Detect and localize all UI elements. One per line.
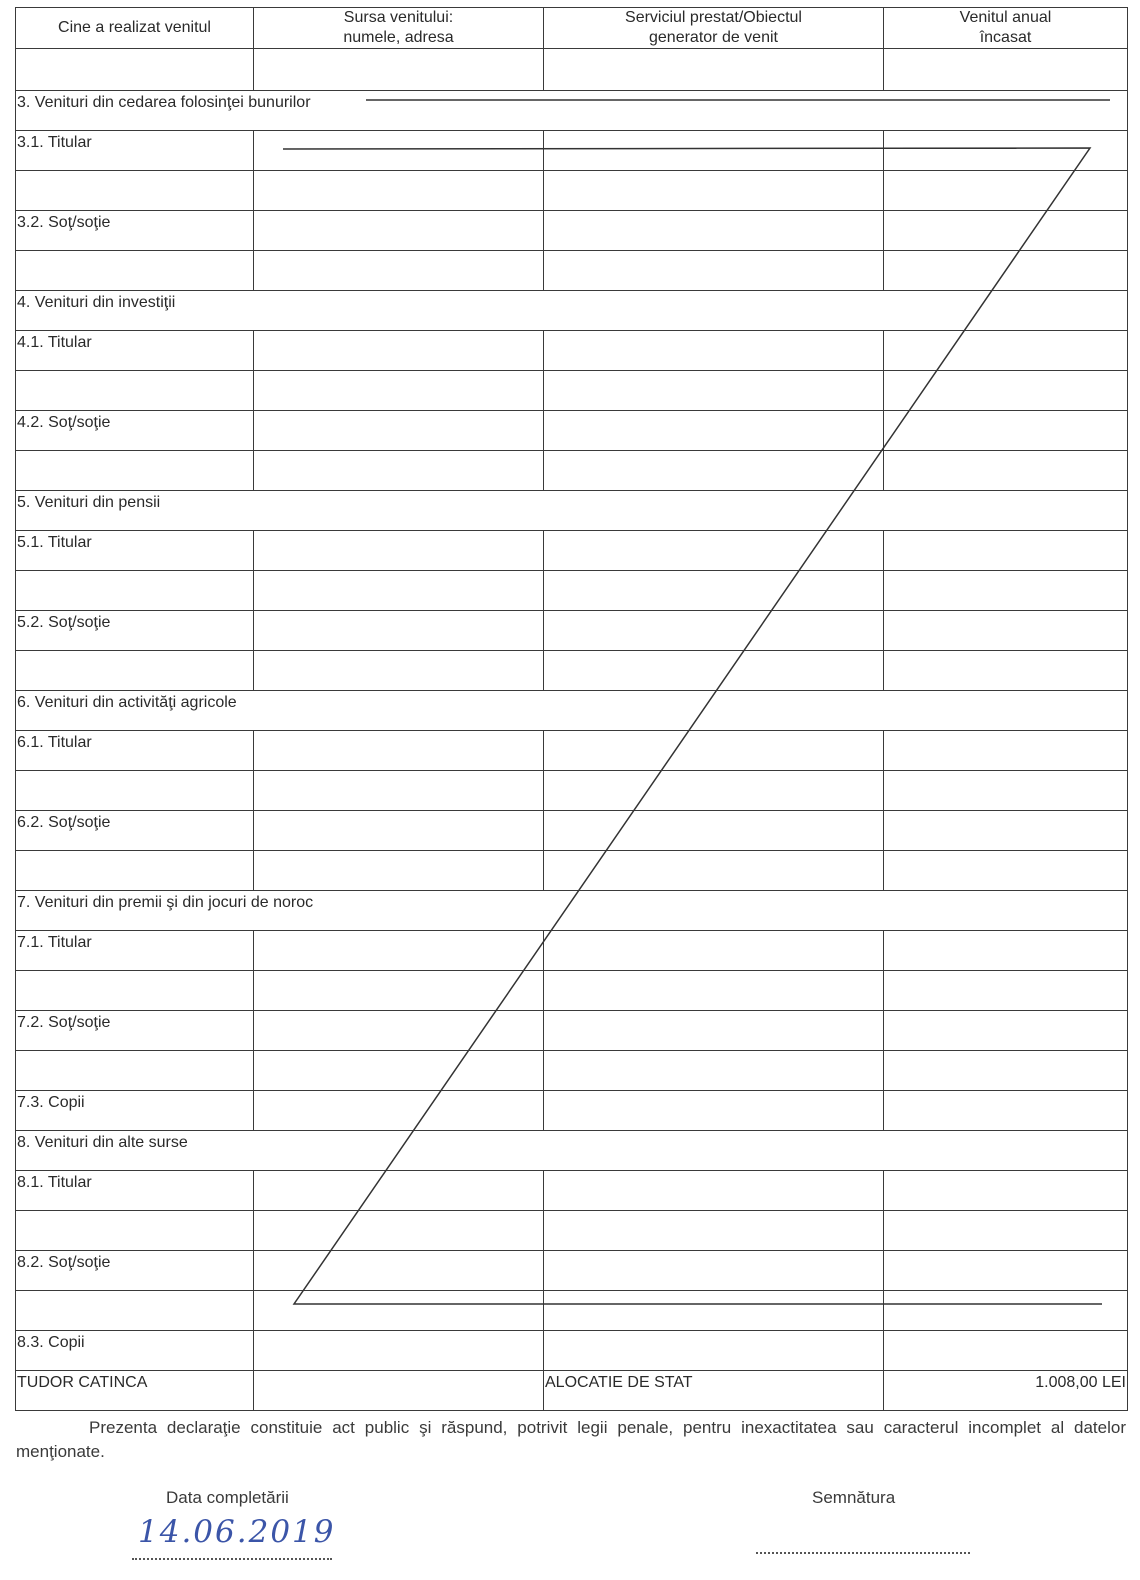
table-cell <box>254 731 544 771</box>
blank-row <box>16 1291 1128 1331</box>
blank-row <box>16 1051 1128 1091</box>
table-cell <box>16 971 254 1011</box>
table-cell <box>544 971 884 1011</box>
row-label: 7.3. Copii <box>16 1091 254 1131</box>
date-label: Data completării <box>166 1488 289 1507</box>
table-cell <box>884 331 1128 371</box>
table-cell <box>884 371 1128 411</box>
table-cell <box>884 411 1128 451</box>
category-row <box>16 1011 1128 1051</box>
row-label: 5.2. Soţ/soţie <box>16 611 254 651</box>
entry-source <box>254 1371 544 1411</box>
row-label: 4.2. Soţ/soţie <box>16 411 254 451</box>
table-cell <box>884 811 1128 851</box>
table-cell <box>544 131 884 171</box>
table-cell <box>884 1331 1128 1371</box>
income-entry-row <box>16 1371 1128 1411</box>
table-cell <box>16 771 254 811</box>
table-cell <box>16 571 254 611</box>
table-cell <box>544 451 884 491</box>
header-service: Serviciul prestat/Obiectul generator de venit <box>544 8 884 49</box>
table-cell <box>884 251 1128 291</box>
blank-row <box>16 1211 1128 1251</box>
row-label: 7.1. Titular <box>16 931 254 971</box>
table-cell <box>884 1291 1128 1331</box>
table-cell <box>254 811 544 851</box>
table-cell <box>544 1171 884 1211</box>
table-cell <box>884 771 1128 811</box>
table-cell <box>544 211 884 251</box>
income-table <box>15 7 1128 1411</box>
table-cell <box>884 651 1128 691</box>
table-cell <box>254 49 544 91</box>
table-cell <box>254 1291 544 1331</box>
category-row <box>16 211 1128 251</box>
section-title: 4. Venituri din investiţii <box>16 291 1128 331</box>
section-title: 7. Venituri din premii şi din jocuri de noroc <box>16 891 1128 931</box>
blank-row <box>16 771 1128 811</box>
table-cell <box>254 1251 544 1291</box>
signature-label: Semnătura <box>812 1488 896 1507</box>
table-cell <box>884 1211 1128 1251</box>
table-cell <box>884 931 1128 971</box>
row-label: 6.1. Titular <box>16 731 254 771</box>
category-row <box>16 931 1128 971</box>
declaration-statement: Prezenta declaraţie constituie act public şi răspund, potrivit legii penale, pentru inexactitatea sau caracterul incomplet al datelor menţionate. <box>16 1418 1126 1461</box>
table-cell <box>544 931 884 971</box>
blank-row <box>16 971 1128 1011</box>
section-row <box>16 891 1128 931</box>
row-label: 8.2. Soţ/soţie <box>16 1251 254 1291</box>
blank-row <box>16 851 1128 891</box>
table-cell <box>16 1211 254 1251</box>
category-row <box>16 811 1128 851</box>
table-cell <box>254 571 544 611</box>
blank-row <box>16 651 1128 691</box>
table-cell <box>254 771 544 811</box>
table-cell <box>544 771 884 811</box>
table-cell <box>884 1171 1128 1211</box>
section-row <box>16 91 1128 131</box>
table-cell <box>16 651 254 691</box>
section-title: 3. Venituri din cedarea folosinţei bunurilor <box>16 91 1128 131</box>
table-cell <box>16 49 254 91</box>
table-cell <box>544 851 884 891</box>
table-cell <box>544 731 884 771</box>
table-cell <box>884 49 1128 91</box>
table-cell <box>16 251 254 291</box>
row-label: 7.2. Soţ/soţie <box>16 1011 254 1051</box>
table-cell <box>254 211 544 251</box>
table-cell <box>544 1331 884 1371</box>
category-row <box>16 1251 1128 1291</box>
section-row <box>16 491 1128 531</box>
table-cell <box>544 411 884 451</box>
table-cell <box>884 571 1128 611</box>
category-row <box>16 331 1128 371</box>
blank-row <box>16 171 1128 211</box>
section-row <box>16 291 1128 331</box>
table-cell <box>16 1051 254 1091</box>
section-title: 5. Venituri din pensii <box>16 491 1128 531</box>
table-cell <box>254 1091 544 1131</box>
blank-row <box>16 371 1128 411</box>
table-cell <box>254 171 544 211</box>
table-cell <box>884 1251 1128 1291</box>
table-cell <box>884 731 1128 771</box>
header-annual-income: Venitul anual încasat <box>884 8 1128 49</box>
row-label: 6.2. Soţ/soţie <box>16 811 254 851</box>
table-cell <box>544 1211 884 1251</box>
table-cell <box>254 411 544 451</box>
category-row <box>16 1171 1128 1211</box>
table-cell <box>544 651 884 691</box>
table-cell <box>254 1171 544 1211</box>
table-cell <box>884 611 1128 651</box>
table-cell <box>16 451 254 491</box>
table-cell <box>544 811 884 851</box>
row-label: 3.2. Soţ/soţie <box>16 211 254 251</box>
table-cell <box>884 211 1128 251</box>
table-cell <box>16 1291 254 1331</box>
category-row <box>16 411 1128 451</box>
table-cell <box>544 49 884 91</box>
header-who: Cine a realizat venitul <box>16 8 254 49</box>
table-cell <box>16 171 254 211</box>
table-cell <box>544 1051 884 1091</box>
blank-row <box>16 251 1128 291</box>
category-row <box>16 1091 1128 1131</box>
table-cell <box>254 931 544 971</box>
entry-person: TUDOR CATINCA <box>16 1371 254 1411</box>
table-cell <box>254 1211 544 1251</box>
table-cell <box>254 1011 544 1051</box>
table-cell <box>544 1011 884 1051</box>
table-cell <box>254 971 544 1011</box>
table-cell <box>544 611 884 651</box>
table-cell <box>884 971 1128 1011</box>
table-cell <box>544 571 884 611</box>
table-cell <box>884 1091 1128 1131</box>
row-label: 3.1. Titular <box>16 131 254 171</box>
section-title: 8. Venituri din alte surse <box>16 1131 1128 1171</box>
header-source: Sursa venitului: numele, adresa <box>254 8 544 49</box>
table-cell <box>544 251 884 291</box>
table-cell <box>254 371 544 411</box>
table-cell <box>544 1251 884 1291</box>
section-row <box>16 691 1128 731</box>
table-cell <box>254 1331 544 1371</box>
row-label: 5.1. Titular <box>16 531 254 571</box>
row-label: 8.3. Copii <box>16 1331 254 1371</box>
table-cell <box>254 651 544 691</box>
table-cell <box>884 1051 1128 1091</box>
table-cell <box>16 851 254 891</box>
table-cell <box>884 131 1128 171</box>
table-cell <box>884 451 1128 491</box>
category-row <box>16 611 1128 651</box>
table-cell <box>884 531 1128 571</box>
table-cell <box>16 371 254 411</box>
table-cell <box>544 371 884 411</box>
entry-amount: 1.008,00 LEI <box>884 1371 1128 1411</box>
table-cell <box>254 331 544 371</box>
table-cell <box>254 451 544 491</box>
table-cell <box>254 131 544 171</box>
table-cell <box>884 851 1128 891</box>
table-cell <box>544 531 884 571</box>
entry-service: ALOCATIE DE STAT <box>544 1371 884 1411</box>
section-title: 6. Venituri din activităţi agricole <box>16 691 1128 731</box>
blank-row <box>16 49 1128 91</box>
table-cell <box>254 611 544 651</box>
table-cell <box>254 251 544 291</box>
blank-row <box>16 571 1128 611</box>
header-row <box>16 8 1128 49</box>
section-row <box>16 1131 1128 1171</box>
table-body <box>16 49 1128 1411</box>
table-cell <box>884 1011 1128 1051</box>
category-row <box>16 531 1128 571</box>
category-row <box>16 731 1128 771</box>
table-cell <box>544 1091 884 1131</box>
blank-row <box>16 451 1128 491</box>
signature-line <box>756 1550 970 1554</box>
handwritten-date: 14.06.2019 <box>138 1514 336 1550</box>
row-label: 4.1. Titular <box>16 331 254 371</box>
table-cell <box>254 851 544 891</box>
completion-date-field <box>132 1512 336 1560</box>
table-cell <box>544 331 884 371</box>
table-cell <box>254 1051 544 1091</box>
table-cell <box>544 1291 884 1331</box>
table-cell <box>254 531 544 571</box>
table-cell <box>884 171 1128 211</box>
category-row <box>16 131 1128 171</box>
category-row <box>16 1331 1128 1371</box>
table-cell <box>544 171 884 211</box>
row-label: 8.1. Titular <box>16 1171 254 1211</box>
